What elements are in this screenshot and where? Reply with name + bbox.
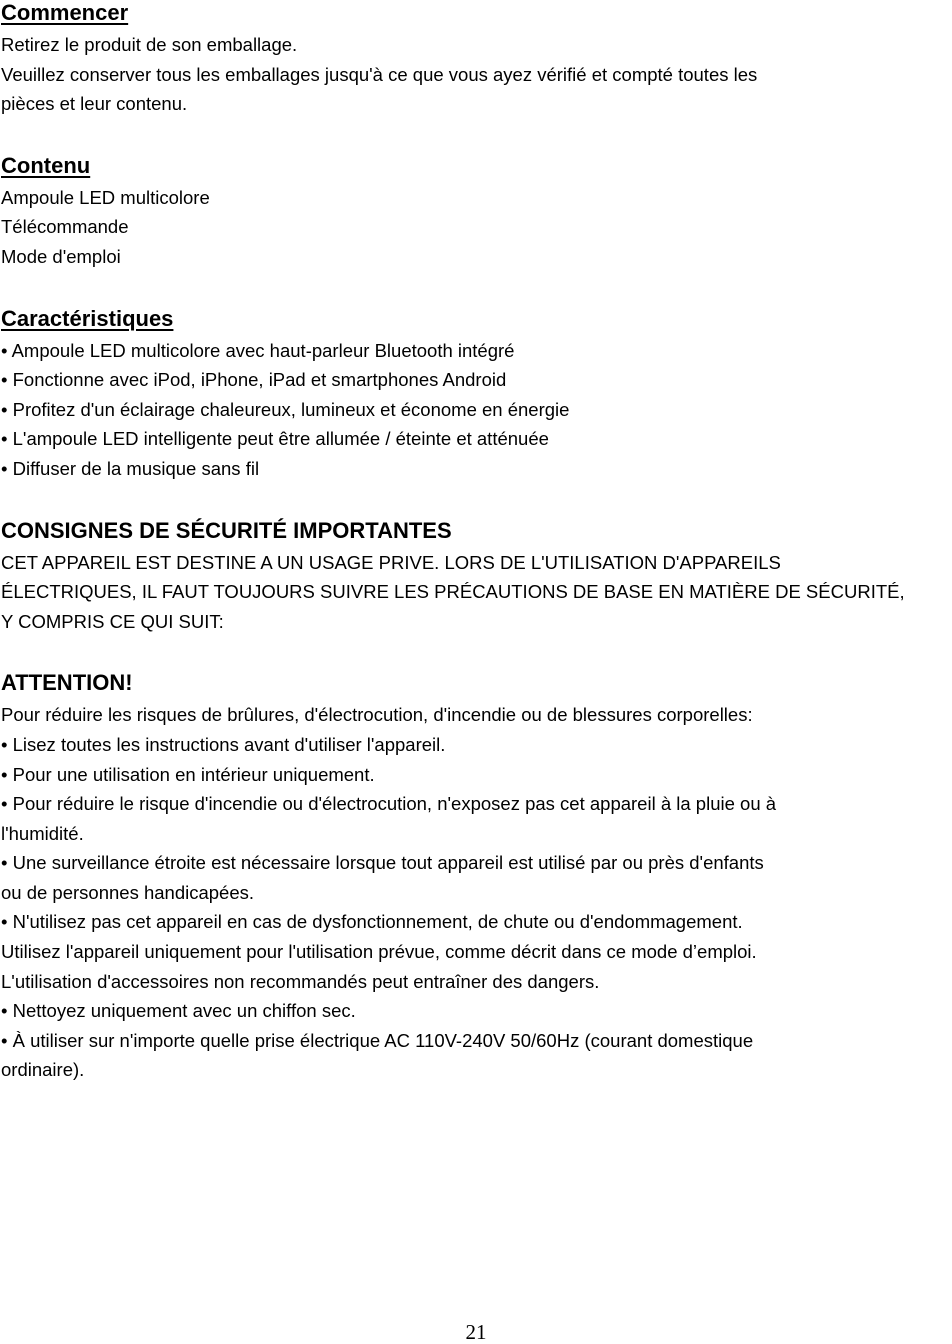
bullet-item: • Pour une utilisation en intérieur uniquement. [1, 763, 375, 785]
bullet-item: • Nettoyez uniquement avec un chiffon sec. [1, 1000, 356, 1022]
section-title-safety: CONSIGNES DE SÉCURITÉ IMPORTANTES [1, 517, 452, 543]
section-title-warning: ATTENTION! [1, 670, 133, 696]
paragraph-line: pièces et leur contenu. [1, 93, 188, 115]
list-item: Ampoule LED multicolore [1, 186, 210, 208]
bullet-item: • Profitez d'un éclairage chaleureux, lumineux et économe en énergie [1, 398, 570, 420]
bullet-item: • Fonctionne avec iPod, iPhone, iPad et smartphones Android [1, 369, 507, 391]
paragraph-line: ordinaire). [1, 1059, 85, 1081]
section-safety [1, 518, 949, 637]
paragraph-line: Pour réduire les risques de brûlures, d'électrocution, d'incendie ou de blessures corporelles: [1, 704, 753, 726]
section-title-start: Commencer [1, 0, 129, 25]
section-title-features: Caractéristiques [1, 305, 174, 331]
paragraph-line: ou de personnes handicapées. [1, 881, 255, 903]
section-contents [1, 153, 949, 272]
section-warning [1, 670, 949, 1085]
section-start [1, 0, 949, 119]
bullet-item: • Une surveillance étroite est nécessaire lorsque tout appareil est utilisé par ou près d'enfants [1, 852, 764, 874]
bullet-item: • L'ampoule LED intelligente peut être allumée / éteinte et atténuée [1, 428, 549, 450]
document-page [1, 0, 949, 1085]
bullet-item: • Ampoule LED multicolore avec haut-parleur Bluetooth intégré [1, 339, 515, 361]
bullet-item: • N'utilisez pas cet appareil en cas de dysfonctionnement, de chute ou d'endommagement. [1, 911, 743, 933]
bullet-item: • À utiliser sur n'importe quelle prise électrique AC 110V-240V 50/60Hz (courant domestique [1, 1029, 754, 1051]
bullet-item: • Lisez toutes les instructions avant d'utiliser l'appareil. [1, 733, 446, 755]
paragraph-line: CET APPAREIL EST DESTINE A UN USAGE PRIVE. LORS DE L'UTILISATION D'APPAREILS [1, 551, 781, 573]
paragraph-line: l'humidité. [1, 822, 84, 844]
paragraph-line: Utilisez l'appareil uniquement pour l'utilisation prévue, comme décrit dans ce mode d’emploi. [1, 941, 757, 963]
section-features [1, 306, 949, 484]
bullet-item: • Pour réduire le risque d'incendie ou d'électrocution, n'exposez pas cet appareil à la pluie ou à [1, 793, 777, 815]
paragraph-line: Retirez le produit de son emballage. [1, 34, 298, 55]
section-title-contents: Contenu [1, 152, 91, 178]
paragraph-line: ÉLECTRIQUES, IL FAUT TOUJOURS SUIVRE LES PRÉCAUTIONS DE BASE EN MATIÈRE DE SÉCURITÉ, [1, 581, 905, 603]
paragraph-line: L'utilisation d'accessoires non recommandés peut entraîner des dangers. [1, 970, 600, 992]
paragraph-line: Y COMPRIS CE QUI SUIT: [1, 610, 224, 632]
list-item: Mode d'emploi [1, 245, 121, 267]
list-item: Télécommande [1, 216, 129, 238]
bullet-item: • Diffuser de la musique sans fil [1, 457, 260, 479]
page-number: 21 [465, 1320, 487, 1344]
paragraph-line: Veuillez conserver tous les emballages jusqu'à ce que vous ayez vérifié et compté toutes les [1, 63, 758, 85]
